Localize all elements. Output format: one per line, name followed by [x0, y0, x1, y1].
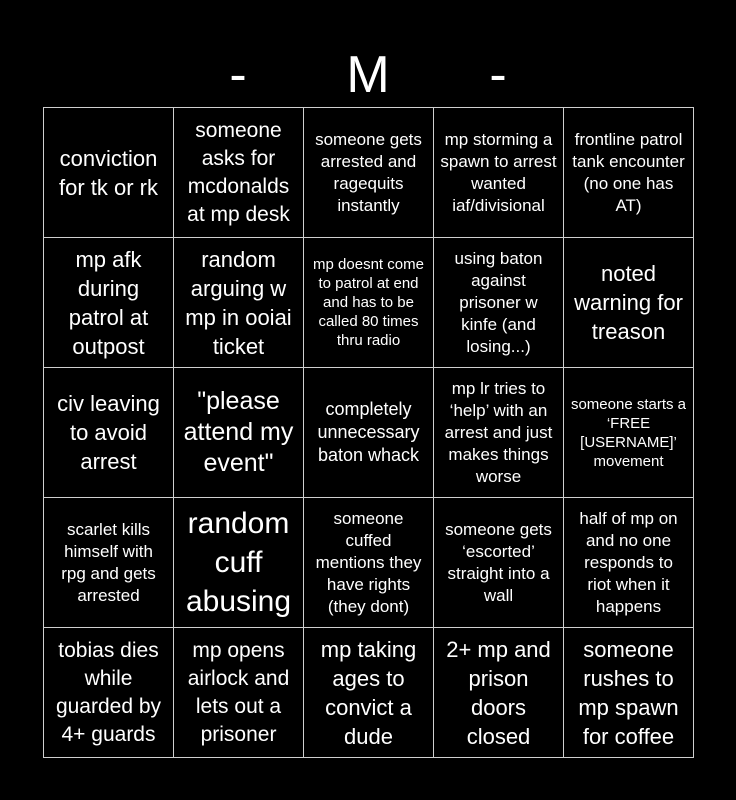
bingo-cell[interactable] [44, 238, 174, 368]
cell-text: random arguing w mp in ooiai ticket [185, 246, 292, 359]
bingo-cell[interactable] [564, 368, 694, 498]
cell-text: "please attend my event" [183, 387, 294, 477]
bingo-cell[interactable] [174, 498, 304, 628]
cell-text: someone gets ‘escorted’ straight into a wall [445, 519, 552, 605]
cell-text: mp afk during patrol at outpost [68, 246, 149, 359]
bingo-cell[interactable] [44, 108, 174, 238]
cell-text: mp doesnt come to patrol at end and has to be called 80 times thru radio [313, 256, 424, 349]
cell-text: mp taking ages to convict a dude [320, 636, 417, 749]
bingo-cell[interactable] [304, 498, 434, 628]
cell-text: using baton against prisoner w kinfe (and losing...) [454, 248, 543, 356]
cell-text: scarlet kills himself with rpg and gets arrested [61, 519, 156, 605]
bingo-cell[interactable] [434, 238, 564, 368]
bingo-cell[interactable] [44, 498, 174, 628]
bingo-cell[interactable] [304, 238, 434, 368]
bingo-cell[interactable] [434, 108, 564, 238]
cell-text: civ leaving to avoid arrest [57, 391, 160, 474]
cell-text: 2+ mp and prison doors closed [446, 636, 551, 749]
title-letter-3: - [489, 46, 507, 104]
bingo-cell[interactable] [564, 238, 694, 368]
cell-text: completely unnecessary baton whack [317, 399, 420, 465]
cell-text: someone gets arrested and ragequits instantly [315, 129, 422, 215]
title-letter-1: - [229, 46, 247, 104]
bingo-cell[interactable] [564, 108, 694, 238]
bingo-cell[interactable] [174, 368, 304, 498]
bingo-cell[interactable] [564, 628, 694, 758]
cell-text: half of mp on and no one responds to riot when it happens [579, 508, 678, 616]
bingo-cell[interactable] [174, 628, 304, 758]
cell-text: noted warning for treason [574, 261, 683, 344]
cell-text: mp lr tries to ‘help’ with an arrest and just makes things worse [444, 378, 553, 486]
cell-text: mp storming a spawn to arrest wanted iaf/divisional [440, 129, 557, 215]
cell-text: someone cuffed mentions they have rights (they dont) [315, 508, 422, 616]
cell-text: someone starts a ‘FREE [USERNAME]’ movement [570, 395, 687, 470]
bingo-cell[interactable] [44, 368, 174, 498]
bingo-cell[interactable] [44, 628, 174, 758]
bingo-cell[interactable] [174, 108, 304, 238]
bingo-cell[interactable] [434, 628, 564, 758]
bingo-cell[interactable] [174, 238, 304, 368]
cell-text: frontline patrol tank encounter (no one has AT) [572, 129, 685, 215]
bingo-cell[interactable] [304, 108, 434, 238]
bingo-cell[interactable] [304, 368, 434, 498]
cell-text: someone asks for mcdonalds at mp desk [187, 118, 290, 226]
bingo-cell[interactable] [304, 628, 434, 758]
cell-text: tobias dies while guarded by 4+ guards [55, 638, 162, 746]
bingo-cell[interactable] [434, 368, 564, 498]
card-title [43, 44, 693, 106]
title-letter-2: M [346, 46, 390, 104]
cell-text: someone rushes to mp spawn for coffee [578, 636, 679, 749]
bingo-cell[interactable] [564, 498, 694, 628]
bingo-grid [43, 107, 694, 758]
cell-text: random cuff abusing [185, 507, 292, 618]
bingo-cell[interactable] [434, 498, 564, 628]
cell-text: conviction for tk or rk [58, 145, 158, 200]
cell-text: mp opens airlock and lets out a prisoner [187, 638, 290, 746]
